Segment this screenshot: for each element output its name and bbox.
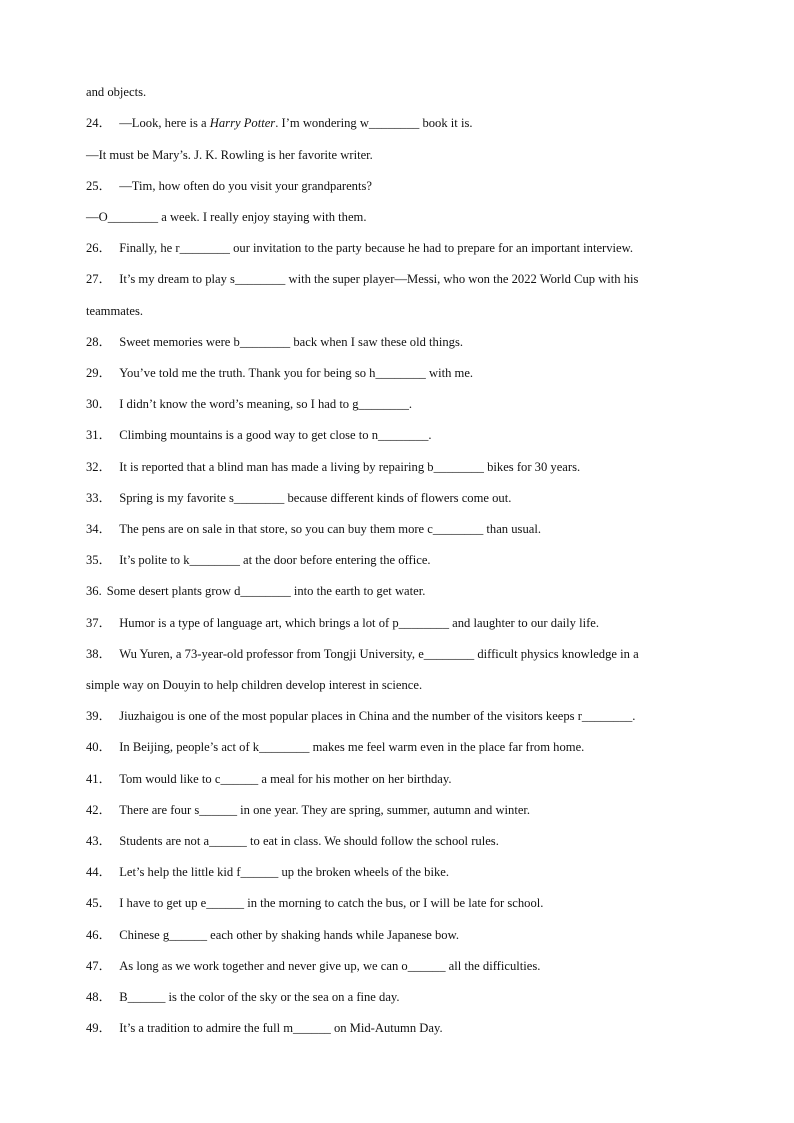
continuation-line: and objects. xyxy=(86,85,147,99)
question-48: 48． B______ is the color of the sky or the sea on a fine day. xyxy=(86,990,400,1004)
question-27: 27． It’s my dream to play s________ with the super player—Messi, who won the 2022 World Cup with his xyxy=(86,272,639,286)
question-39: 39． Jiuzhaigou is one of the most popular places in China and the number of the visitors keeps r________. xyxy=(86,709,636,723)
question-number: 34． xyxy=(86,522,112,536)
question-number: 30． xyxy=(86,397,112,411)
question-number: 44． xyxy=(86,865,112,879)
question-number: 48． xyxy=(86,990,112,1004)
answer-line: —It must be Mary’s. J. K. Rowling is her favorite writer. xyxy=(86,148,373,162)
question-35: 35． It’s polite to k________ at the door before entering the office. xyxy=(86,553,431,567)
question-number: 45． xyxy=(86,896,112,910)
question-number: 49． xyxy=(86,1021,112,1035)
question-number: 28． xyxy=(86,335,112,349)
question-number: 29． xyxy=(86,366,112,380)
answer-line: —O________ a week. I really enjoy staying with them. xyxy=(86,210,367,224)
question-47: 47． As long as we work together and never give up, we can o______ all the difficulties. xyxy=(86,959,541,973)
question-46: 46． Chinese g______ each other by shaking hands while Japanese bow. xyxy=(86,928,460,942)
question-number: 32． xyxy=(86,460,112,474)
question-number: 26． xyxy=(86,241,112,255)
question-26: 26． Finally, he r________ our invitation to the party because he had to prepare for an important interview. xyxy=(86,241,634,255)
question-number: 39． xyxy=(86,709,112,723)
question-30: 30． I didn’t know the word’s meaning, so I had to g________. xyxy=(86,397,413,411)
question-number: 36. xyxy=(86,584,102,598)
question-42: 42． There are four s______ in one year. They are spring, summer, autumn and winter. xyxy=(86,803,531,817)
question-31: 31． Climbing mountains is a good way to get close to n________. xyxy=(86,428,432,442)
question-number: 33． xyxy=(86,491,112,505)
question-43: 43． Students are not a______ to eat in class. We should follow the school rules. xyxy=(86,834,499,848)
continuation-line: teammates. xyxy=(86,304,143,318)
question-number: 43． xyxy=(86,834,112,848)
question-number: 35． xyxy=(86,553,112,567)
continuation-line: simple way on Douyin to help children develop interest in science. xyxy=(86,678,423,692)
question-28: 28． Sweet memories were b________ back when I saw these old things. xyxy=(86,335,463,349)
question-number: 25． xyxy=(86,179,112,193)
question-number: 37． xyxy=(86,616,112,630)
question-number: 31． xyxy=(86,428,112,442)
question-number: 42． xyxy=(86,803,112,817)
question-number: 38． xyxy=(86,647,112,661)
question-number: 24． xyxy=(86,116,112,130)
question-number: 40． xyxy=(86,740,112,754)
question-36: 36. Some desert plants grow d________ into the earth to get water. xyxy=(86,584,426,598)
question-24: 24． —Look, here is a Harry Potter. I’m wondering w________ book it is. xyxy=(86,116,473,130)
question-38: 38． Wu Yuren, a 73-year-old professor from Tongji University, e________ difficult physics knowledge in a xyxy=(86,647,639,661)
question-33: 33． Spring is my favorite s________ because different kinds of flowers come out. xyxy=(86,491,512,505)
question-37: 37． Humor is a type of language art, which brings a lot of p________ and laughter to our daily life. xyxy=(86,616,600,630)
question-number: 46． xyxy=(86,928,112,942)
question-29: 29． You’ve told me the truth. Thank you for being so h________ with me. xyxy=(86,366,474,380)
book-title: Harry Potter xyxy=(209,116,276,130)
question-40: 40． In Beijing, people’s act of k________ makes me feel warm even in the place far from home. xyxy=(86,740,585,754)
question-25: 25． —Tim, how often do you visit your grandparents? xyxy=(86,179,372,193)
question-number: 27． xyxy=(86,272,112,286)
question-44: 44． Let’s help the little kid f______ up the broken wheels of the bike. xyxy=(86,865,449,879)
question-41: 41． Tom would like to c______ a meal for his mother on her birthday. xyxy=(86,772,452,786)
question-number: 41． xyxy=(86,772,112,786)
question-45: 45． I have to get up e______ in the morning to catch the bus, or I will be late for school. xyxy=(86,896,544,910)
question-number: 47． xyxy=(86,959,112,973)
question-49: 49． It’s a tradition to admire the full m______ on Mid-Autumn Day. xyxy=(86,1021,443,1035)
question-32: 32． It is reported that a blind man has made a living by repairing b________ bikes for 30 years. xyxy=(86,460,581,474)
question-34: 34． The pens are on sale in that store, so you can buy them more c________ than usual. xyxy=(86,522,541,536)
